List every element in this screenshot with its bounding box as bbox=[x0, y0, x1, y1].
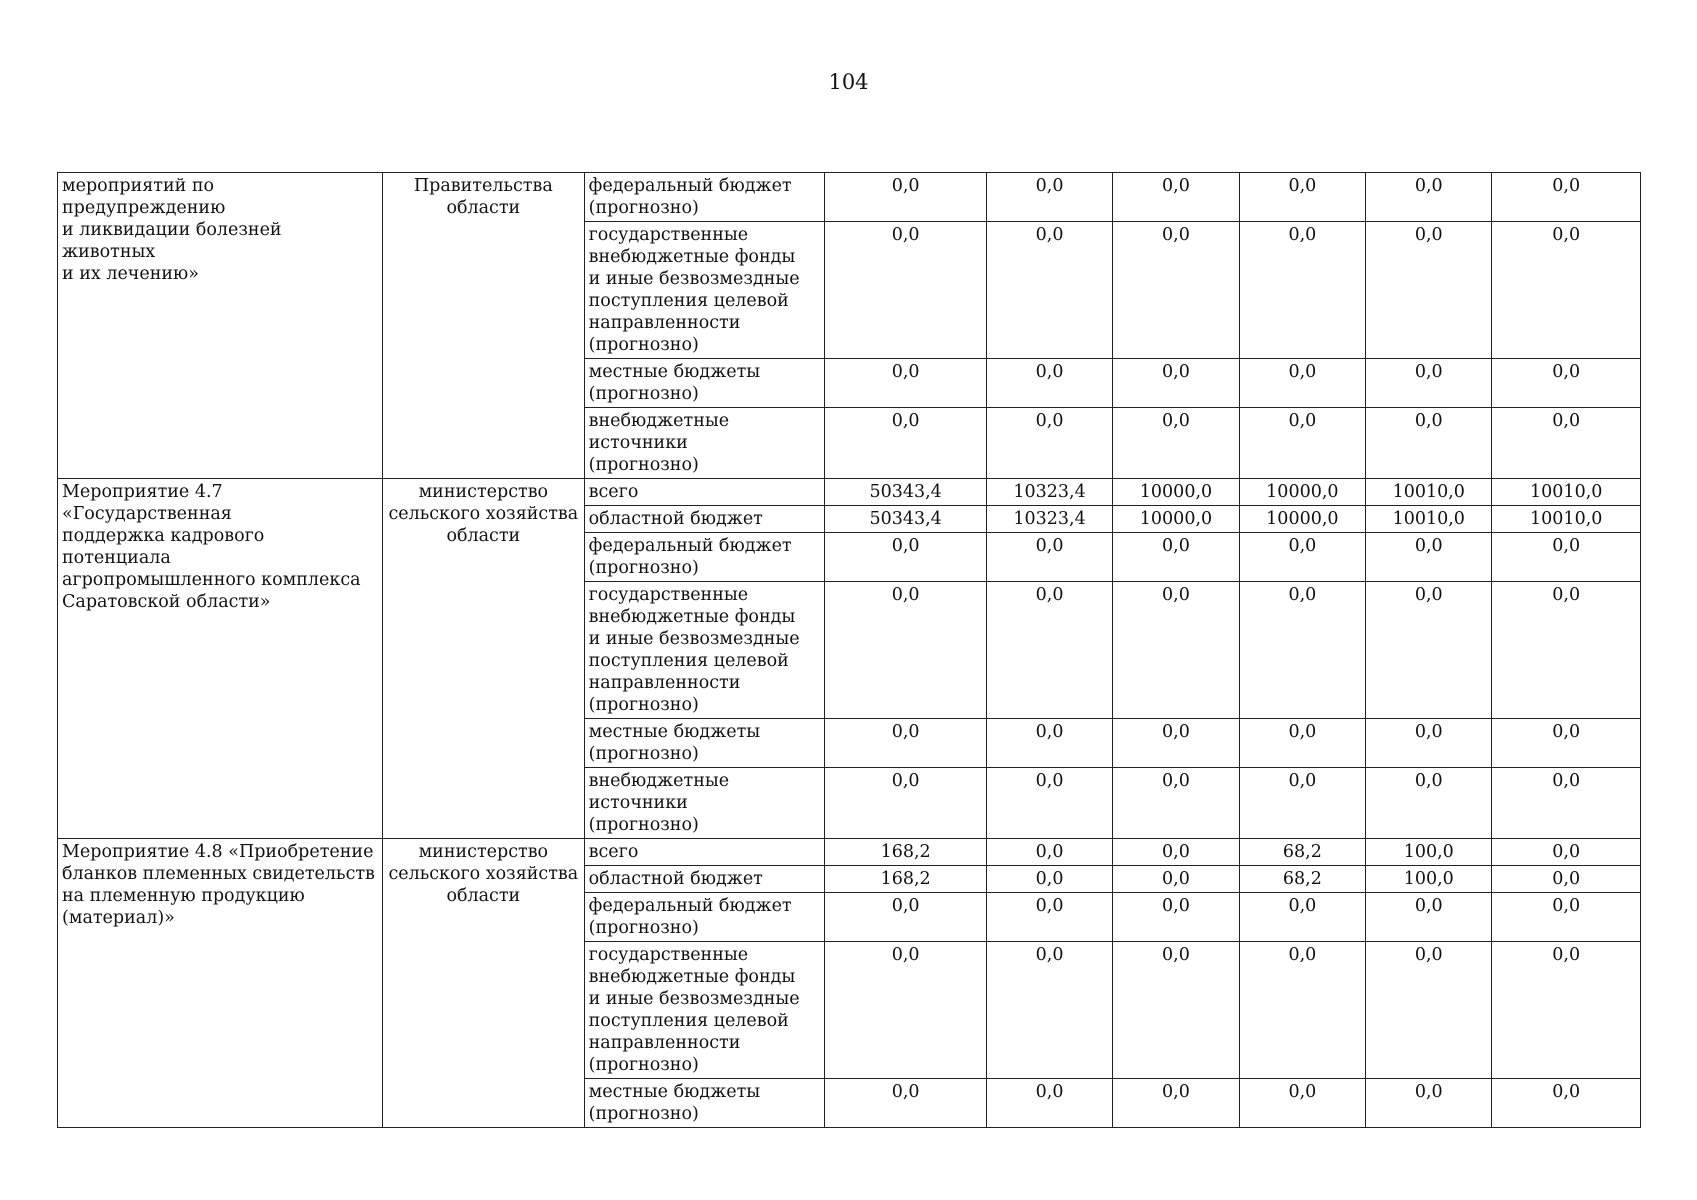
amount-cell: 68,2 bbox=[1239, 866, 1365, 893]
amount-cell: 0,0 bbox=[825, 222, 987, 359]
amount-cell: 0,0 bbox=[1492, 533, 1641, 582]
amount-cell: 0,0 bbox=[1366, 942, 1492, 1079]
amount-cell: 100,0 bbox=[1366, 866, 1492, 893]
amount-cell: 0,0 bbox=[825, 1079, 987, 1128]
amount-cell: 0,0 bbox=[1239, 582, 1365, 719]
amount-cell: 0,0 bbox=[1113, 533, 1239, 582]
amount-cell: 10000,0 bbox=[1113, 506, 1239, 533]
amount-cell: 10000,0 bbox=[1113, 479, 1239, 506]
amount-cell: 10323,4 bbox=[986, 479, 1112, 506]
amount-cell: 0,0 bbox=[1239, 942, 1365, 1079]
amount-cell: 0,0 bbox=[1492, 839, 1641, 866]
funding-source-cell: местные бюджеты (прогнозно) bbox=[584, 1079, 825, 1128]
amount-cell: 0,0 bbox=[1239, 222, 1365, 359]
amount-cell: 0,0 bbox=[1366, 533, 1492, 582]
amount-cell: 0,0 bbox=[825, 408, 987, 479]
amount-cell: 0,0 bbox=[1492, 942, 1641, 1079]
funding-source-cell: федеральный бюджет (прогнозно) bbox=[584, 173, 825, 222]
amount-cell: 0,0 bbox=[986, 533, 1112, 582]
amount-cell: 50343,4 bbox=[825, 479, 987, 506]
amount-cell: 0,0 bbox=[1239, 173, 1365, 222]
funding-source-cell: государственные внебюджетные фонды и иные безвозмездные поступления целевой направленности (прогнозно) bbox=[584, 582, 825, 719]
funding-source-cell: федеральный бюджет (прогнозно) bbox=[584, 893, 825, 942]
amount-cell: 0,0 bbox=[825, 942, 987, 1079]
amount-cell: 10323,4 bbox=[986, 506, 1112, 533]
amount-cell: 0,0 bbox=[825, 582, 987, 719]
amount-cell: 0,0 bbox=[825, 768, 987, 839]
amount-cell: 0,0 bbox=[1113, 942, 1239, 1079]
amount-cell: 0,0 bbox=[986, 719, 1112, 768]
amount-cell: 0,0 bbox=[1366, 408, 1492, 479]
responsible-org-cell: министерство сельского хозяйства области bbox=[383, 479, 585, 839]
amount-cell: 0,0 bbox=[1492, 359, 1641, 408]
amount-cell: 168,2 bbox=[825, 839, 987, 866]
amount-cell: 0,0 bbox=[1366, 893, 1492, 942]
funding-source-cell: государственные внебюджетные фонды и иные безвозмездные поступления целевой направленности (прогнозно) bbox=[584, 222, 825, 359]
amount-cell: 0,0 bbox=[1366, 359, 1492, 408]
amount-cell: 10000,0 bbox=[1239, 479, 1365, 506]
amount-cell: 0,0 bbox=[1492, 222, 1641, 359]
amount-cell: 0,0 bbox=[1113, 359, 1239, 408]
amount-cell: 0,0 bbox=[1239, 359, 1365, 408]
amount-cell: 10010,0 bbox=[1492, 506, 1641, 533]
amount-cell: 0,0 bbox=[986, 866, 1112, 893]
amount-cell: 50343,4 bbox=[825, 506, 987, 533]
responsible-org-cell: министерство сельского хозяйства области bbox=[383, 839, 585, 1128]
amount-cell: 0,0 bbox=[986, 408, 1112, 479]
funding-source-cell: всего bbox=[584, 839, 825, 866]
amount-cell: 0,0 bbox=[1366, 222, 1492, 359]
amount-cell: 0,0 bbox=[1366, 719, 1492, 768]
amount-cell: 0,0 bbox=[1492, 866, 1641, 893]
amount-cell: 0,0 bbox=[825, 533, 987, 582]
amount-cell: 168,2 bbox=[825, 866, 987, 893]
amount-cell: 0,0 bbox=[1239, 893, 1365, 942]
amount-cell: 0,0 bbox=[1492, 719, 1641, 768]
event-name-cell: Мероприятие 4.7 «Государственная поддержка кадрового потенциала агропромышленного комплекса Саратовской области» bbox=[58, 479, 383, 839]
table-row bbox=[58, 839, 1641, 866]
amount-cell: 0,0 bbox=[825, 893, 987, 942]
amount-cell: 10000,0 bbox=[1239, 506, 1365, 533]
funding-source-cell: областной бюджет bbox=[584, 866, 825, 893]
amount-cell: 0,0 bbox=[1492, 893, 1641, 942]
amount-cell: 10010,0 bbox=[1366, 479, 1492, 506]
amount-cell: 0,0 bbox=[1492, 1079, 1641, 1128]
amount-cell: 100,0 bbox=[1366, 839, 1492, 866]
amount-cell: 0,0 bbox=[1113, 768, 1239, 839]
amount-cell: 0,0 bbox=[986, 582, 1112, 719]
funding-source-cell: внебюджетные источники (прогнозно) bbox=[584, 408, 825, 479]
amount-cell: 0,0 bbox=[1366, 1079, 1492, 1128]
event-name-cell: мероприятий по предупреждению и ликвидации болезней животных и их лечению» bbox=[58, 173, 383, 479]
amount-cell: 0,0 bbox=[1239, 768, 1365, 839]
amount-cell: 68,2 bbox=[1239, 839, 1365, 866]
table-row bbox=[58, 173, 1641, 222]
table-row bbox=[58, 479, 1641, 506]
amount-cell: 0,0 bbox=[1113, 839, 1239, 866]
budget-table bbox=[57, 172, 1641, 1128]
funding-source-cell: федеральный бюджет (прогнозно) bbox=[584, 533, 825, 582]
amount-cell: 0,0 bbox=[1239, 533, 1365, 582]
amount-cell: 0,0 bbox=[1113, 866, 1239, 893]
amount-cell: 0,0 bbox=[986, 839, 1112, 866]
amount-cell: 0,0 bbox=[986, 942, 1112, 1079]
amount-cell: 0,0 bbox=[825, 173, 987, 222]
page-number: 104 bbox=[828, 70, 869, 94]
amount-cell: 0,0 bbox=[1239, 1079, 1365, 1128]
amount-cell: 0,0 bbox=[1239, 719, 1365, 768]
event-name-cell: Мероприятие 4.8 «Приобретение бланков племенных свидетельств на племенную продукцию (материал)» bbox=[58, 839, 383, 1128]
amount-cell: 0,0 bbox=[1113, 173, 1239, 222]
amount-cell: 0,0 bbox=[1113, 1079, 1239, 1128]
amount-cell: 0,0 bbox=[1492, 408, 1641, 479]
amount-cell: 0,0 bbox=[1239, 408, 1365, 479]
amount-cell: 0,0 bbox=[1492, 582, 1641, 719]
funding-source-cell: государственные внебюджетные фонды и иные безвозмездные поступления целевой направленности (прогнозно) bbox=[584, 942, 825, 1079]
amount-cell: 0,0 bbox=[986, 1079, 1112, 1128]
amount-cell: 0,0 bbox=[1366, 768, 1492, 839]
amount-cell: 0,0 bbox=[825, 719, 987, 768]
funding-source-cell: местные бюджеты (прогнозно) bbox=[584, 359, 825, 408]
amount-cell: 0,0 bbox=[1113, 719, 1239, 768]
funding-source-cell: областной бюджет bbox=[584, 506, 825, 533]
amount-cell: 0,0 bbox=[825, 359, 987, 408]
amount-cell: 0,0 bbox=[1113, 582, 1239, 719]
amount-cell: 0,0 bbox=[1492, 173, 1641, 222]
amount-cell: 0,0 bbox=[1113, 408, 1239, 479]
funding-source-cell: всего bbox=[584, 479, 825, 506]
amount-cell: 0,0 bbox=[1366, 173, 1492, 222]
amount-cell: 10010,0 bbox=[1492, 479, 1641, 506]
amount-cell: 10010,0 bbox=[1366, 506, 1492, 533]
amount-cell: 0,0 bbox=[1113, 222, 1239, 359]
amount-cell: 0,0 bbox=[1113, 893, 1239, 942]
amount-cell: 0,0 bbox=[986, 893, 1112, 942]
amount-cell: 0,0 bbox=[1366, 582, 1492, 719]
responsible-org-cell: Правительства области bbox=[383, 173, 585, 479]
funding-source-cell: местные бюджеты (прогнозно) bbox=[584, 719, 825, 768]
amount-cell: 0,0 bbox=[1492, 768, 1641, 839]
amount-cell: 0,0 bbox=[986, 222, 1112, 359]
amount-cell: 0,0 bbox=[986, 768, 1112, 839]
amount-cell: 0,0 bbox=[986, 359, 1112, 408]
amount-cell: 0,0 bbox=[986, 173, 1112, 222]
funding-source-cell: внебюджетные источники (прогнозно) bbox=[584, 768, 825, 839]
